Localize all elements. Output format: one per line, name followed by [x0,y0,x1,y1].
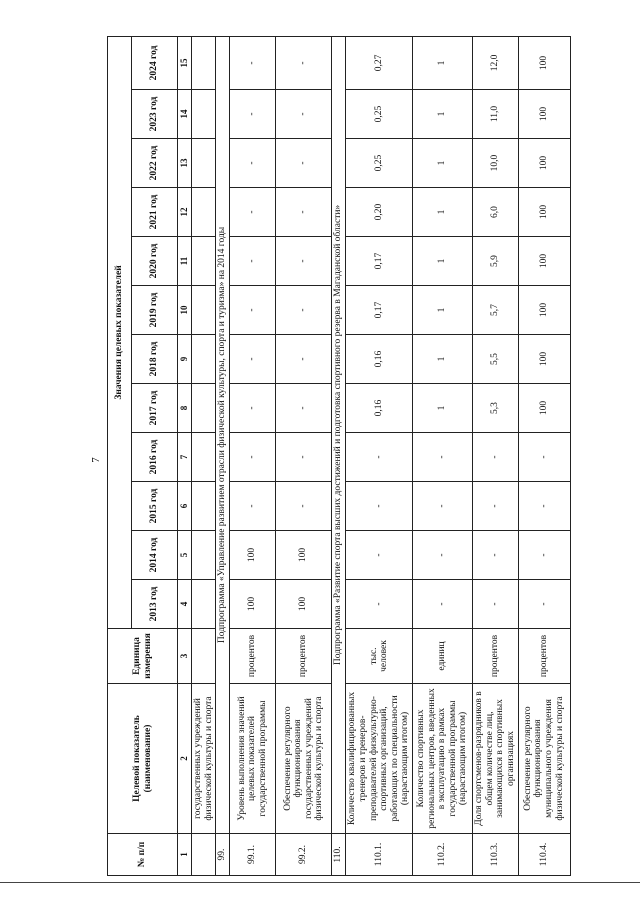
header-year: 2013 год [132,580,178,629]
header-values: Значения целевых показателей [108,36,132,628]
row-value: 100 [518,139,570,188]
column-number-row [178,36,192,875]
row-value: - [276,335,332,384]
row-unit: процентов [473,629,519,684]
section-number: 99. [216,834,230,876]
header-year: 2024 год [132,36,178,89]
row-value: - [276,139,332,188]
header-year: 2017 год [132,384,178,433]
row-value: 5,5 [473,335,519,384]
empty-cell [192,139,216,188]
row-value: - [413,433,473,482]
row-value: 1 [413,237,473,286]
row-number: 110.3. [473,834,519,876]
row-value: 12,0 [473,36,519,89]
header-indicator: Целевой показатель (наименование) [108,684,178,834]
row-value: - [518,433,570,482]
row-value: 5,9 [473,237,519,286]
table-row [276,36,332,875]
row-value: - [276,286,332,335]
row-value: - [518,482,570,531]
header-unit: Единица измерения [108,629,178,684]
row-value: - [230,90,276,139]
row-value: - [473,433,519,482]
header-year: 2023 год [132,90,178,139]
row-value: 0,20 [346,188,413,237]
row-value: - [413,580,473,629]
row-indicator: Обеспечение регулярного функционирования муниципального учреждения физической культуры и спорта [518,684,570,834]
row-value: - [276,90,332,139]
row-value: 1 [413,139,473,188]
row-number: 110.1. [346,834,413,876]
empty-cell [192,834,216,876]
header-year: 2022 год [132,139,178,188]
section-title: Подпрограмма «Развитие спорта высших достижений и подготовка спортивного резерва в Магаданской области» [332,36,346,833]
row-value: 5,3 [473,384,519,433]
row-value: - [346,482,413,531]
empty-cell [192,335,216,384]
row-value: 100 [518,384,570,433]
row-value: - [413,531,473,580]
row-value: 100 [518,286,570,335]
row-value: 10,0 [473,139,519,188]
row-indicator: Количество квалифицированных тренеров и тренеров-преподавателей физкультурно-спортивных организаций, работающих по специальности (нарастающим итогом) [346,684,413,834]
row-value: - [346,433,413,482]
column-number: 10 [178,286,192,335]
row-value: 100 [230,531,276,580]
header-year: 2020 год [132,237,178,286]
section-title: Подпрограмма «Управление развитием отрасли физической культуры, спорта и туризма» на 2014 годы [216,36,230,833]
column-number: 7 [178,433,192,482]
row-value: 100 [518,335,570,384]
row-indicator: Количество спортивных региональных центров, введенных в эксплуатацию в рамках государственной программы (нарастающим итогом) [413,684,473,834]
column-number: 8 [178,384,192,433]
row-value: - [230,188,276,237]
row-value: 100 [518,90,570,139]
header-year: 2016 год [132,433,178,482]
header-year: 2015 год [132,482,178,531]
row-value: - [473,482,519,531]
section-header-row [216,36,230,875]
continuation-text: государственных учреждений физической культуры и спорта [192,684,216,834]
row-unit: процентов [276,629,332,684]
column-number: 13 [178,139,192,188]
column-number: 11 [178,237,192,286]
row-value: 100 [276,531,332,580]
column-number: 5 [178,531,192,580]
header-number: № п/п [108,834,178,876]
header-year: 2021 год [132,188,178,237]
row-value: 1 [413,188,473,237]
row-indicator: Обеспечение регулярного функционирования государственных учреждений физической культуры и спорта [276,684,332,834]
row-number: 99.2. [276,834,332,876]
row-value: - [230,335,276,384]
column-number: 14 [178,90,192,139]
row-value: - [473,531,519,580]
empty-cell [192,482,216,531]
row-value: - [276,237,332,286]
column-number: 2 [178,684,192,834]
row-number: 99.1. [230,834,276,876]
row-value: - [276,188,332,237]
empty-cell [192,580,216,629]
row-value: 6,0 [473,188,519,237]
column-number: 1 [178,834,192,876]
row-unit: процентов [518,629,570,684]
empty-cell [192,90,216,139]
row-value: - [413,482,473,531]
table-row [346,36,413,875]
row-value: - [230,36,276,89]
row-value: - [230,384,276,433]
row-value: 100 [230,580,276,629]
table-row [230,36,276,875]
table-row [518,36,570,875]
header-year: 2019 год [132,286,178,335]
row-value: - [346,531,413,580]
row-number: 110.4. [518,834,570,876]
table-row [473,36,519,875]
empty-cell [192,384,216,433]
row-value: - [230,237,276,286]
empty-cell [192,36,216,89]
row-value: - [518,531,570,580]
column-number: 9 [178,335,192,384]
indicators-table [107,36,571,876]
row-value: 1 [413,286,473,335]
column-number: 3 [178,629,192,684]
column-number: 12 [178,188,192,237]
rotated-table-wrapper [107,36,567,876]
row-value: 0,17 [346,237,413,286]
row-value: 0,16 [346,335,413,384]
empty-cell [192,531,216,580]
row-value: - [276,384,332,433]
row-value: 11,0 [473,90,519,139]
section-header-row [332,36,346,875]
row-value: - [276,482,332,531]
table-row [413,36,473,875]
row-value: 100 [518,188,570,237]
row-unit: тыс. человек [346,629,413,684]
row-indicator: Доля спортсменов-разрядников в общем количестве лиц, занимающихся в спортивных организациях [473,684,519,834]
row-value: - [230,139,276,188]
row-value: 100 [518,36,570,89]
empty-cell [192,188,216,237]
row-unit: процентов [230,629,276,684]
row-value: - [230,433,276,482]
empty-cell [192,433,216,482]
row-value: 5,7 [473,286,519,335]
row-value: - [276,433,332,482]
row-unit: единиц [413,629,473,684]
row-value: - [473,580,519,629]
row-indicator: Уровень выполнения значений целевых показателей государственной программы [230,684,276,834]
table-row [192,36,216,875]
row-value: - [276,36,332,89]
row-value: - [230,482,276,531]
row-number: 110.2. [413,834,473,876]
column-number: 15 [178,36,192,89]
row-value: 0,25 [346,90,413,139]
row-value: 100 [518,237,570,286]
row-value: - [518,580,570,629]
empty-cell [192,286,216,335]
footer-divider [0,882,640,883]
row-value: - [346,580,413,629]
row-value: 0,17 [346,286,413,335]
section-number: 110. [332,834,346,876]
row-value: 1 [413,36,473,89]
header-year: 2014 год [132,531,178,580]
row-value: 1 [413,384,473,433]
page-number: 7 [89,457,102,463]
header-year: 2018 год [132,335,178,384]
row-value: 0,25 [346,139,413,188]
empty-cell [192,629,216,684]
row-value: 0,16 [346,384,413,433]
empty-cell [192,237,216,286]
row-value: 1 [413,90,473,139]
row-value: 0,27 [346,36,413,89]
row-value: 1 [413,335,473,384]
column-number: 4 [178,580,192,629]
column-number: 6 [178,482,192,531]
row-value: - [230,286,276,335]
row-value: 100 [276,580,332,629]
